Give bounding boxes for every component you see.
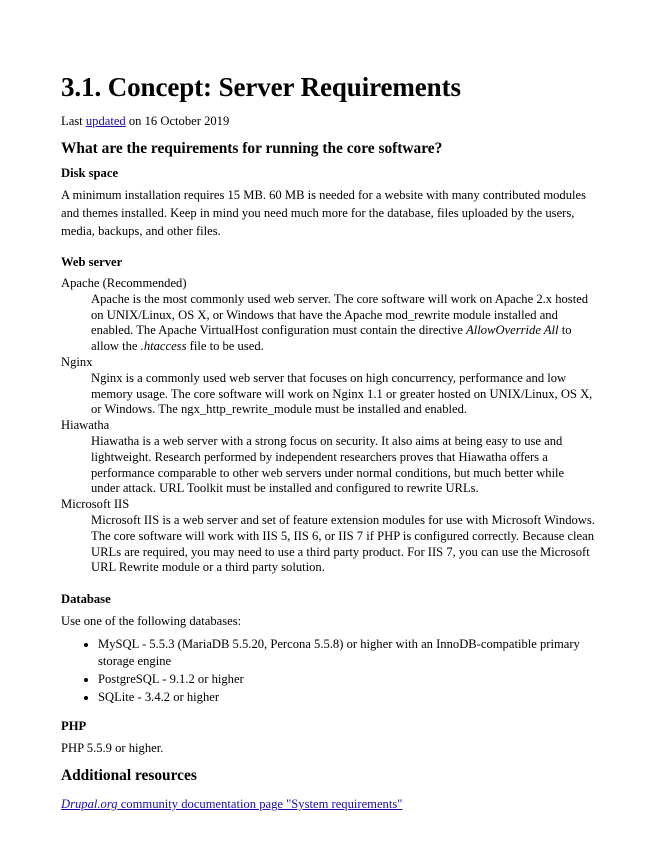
server-name-iis: Microsoft IIS — [61, 497, 130, 512]
disk-space-section — [61, 165, 595, 240]
server-desc-apache — [91, 292, 595, 355]
apache-text-3: file to be used. — [189, 339, 264, 354]
list-item: • PostgreSQL - 9.1.2 or higher — [98, 671, 595, 688]
server-name-nginx: Nginx — [61, 354, 93, 369]
database-heading: Database — [61, 592, 111, 607]
web-server-list — [61, 276, 595, 576]
requirements-question-heading: What are the requirements for running the core software? — [61, 140, 443, 157]
disk-space-text: A minimum installation requires 15 MB. 60 MB is needed for a website with many contributed modules and themes installed. Keep in mind you need much more for the database, files uploaded by the users, media, backups, and other files. — [61, 188, 587, 238]
list-item: • MySQL - 5.5.3 (MariaDB 5.5.20, Percona 5.5.8) or higher with an InnoDB-compatible primary storage engine — [98, 636, 595, 670]
php-section — [61, 718, 595, 757]
php-heading: PHP — [61, 719, 87, 734]
updated-prefix: Last — [61, 114, 83, 128]
database-section — [61, 591, 595, 706]
server-name-apache: Apache (Recommended) — [61, 276, 187, 290]
web-server-section — [61, 254, 595, 576]
additional-resources-heading: Additional resources — [61, 767, 197, 785]
server-desc-nginx: Nginx is a commonly used web server that focuses on high concurrency, performance and low memory usage. The core software will work on Nginx 1.1 or greater hosted on UNIX/Linux, OS X, or Windows. The ngx_http_rewrite_module must be installed and enabled. — [91, 370, 593, 417]
drupal-org-text: Drupal.org — [61, 797, 118, 812]
server-desc-hiawatha: Hiawatha is a web server with a strong focus on security. It also aims at being easy to use and lightweight. Research performed by independent researchers proves that Hiawatha offers a performance comparable to other web servers under normal conditions, but much better while under attack. URL Toolkit must be installed and configured to rewrite URLs. — [91, 433, 565, 496]
additional-resources-line — [61, 795, 595, 813]
link-rest-text: community documentation page "System requirements" — [117, 797, 403, 812]
list-item: • SQLite - 3.4.2 or higher — [98, 689, 595, 706]
apache-htaccess: .htaccess — [140, 339, 187, 354]
updated-suffix: on 16 October 2019 — [128, 114, 230, 128]
database-intro: Use one of the following databases: — [61, 614, 242, 629]
disk-space-heading: Disk space — [61, 166, 119, 180]
page-title: 3.1. Concept: Server Requirements — [61, 72, 461, 102]
web-server-heading: Web server — [61, 255, 123, 269]
last-updated-line — [61, 113, 595, 129]
apache-text-2: to allow the — [91, 323, 572, 354]
server-desc-iis: Microsoft IIS is a web server and set of feature extension modules for use with Microsoft Windows. The core software will work with IIS 5, IIS 6, or IIS 7 if PHP is configured correctly. Because clean URLs are required, you may need to use a third party product. For IIS 7, you can use the Microsoft URL Rewrite module or a third party solution. — [91, 512, 595, 575]
system-requirements-link[interactable] — [61, 797, 402, 811]
php-text: PHP 5.5.9 or higher. — [61, 741, 164, 756]
database-list — [61, 636, 595, 706]
server-name-hiawatha: Hiawatha — [61, 418, 110, 433]
apache-directive: AllowOverride All — [466, 323, 559, 338]
updated-link[interactable]: updated — [85, 114, 126, 128]
apache-text-1: Apache is the most commonly used web server. The core software will work on Apache 2.x hosted on UNIX/Linux, OS X, or Windows that have the Apache mod_rewrite module installed and enabled. The Apache VirtualHost configuration must contain the directive — [91, 291, 589, 338]
